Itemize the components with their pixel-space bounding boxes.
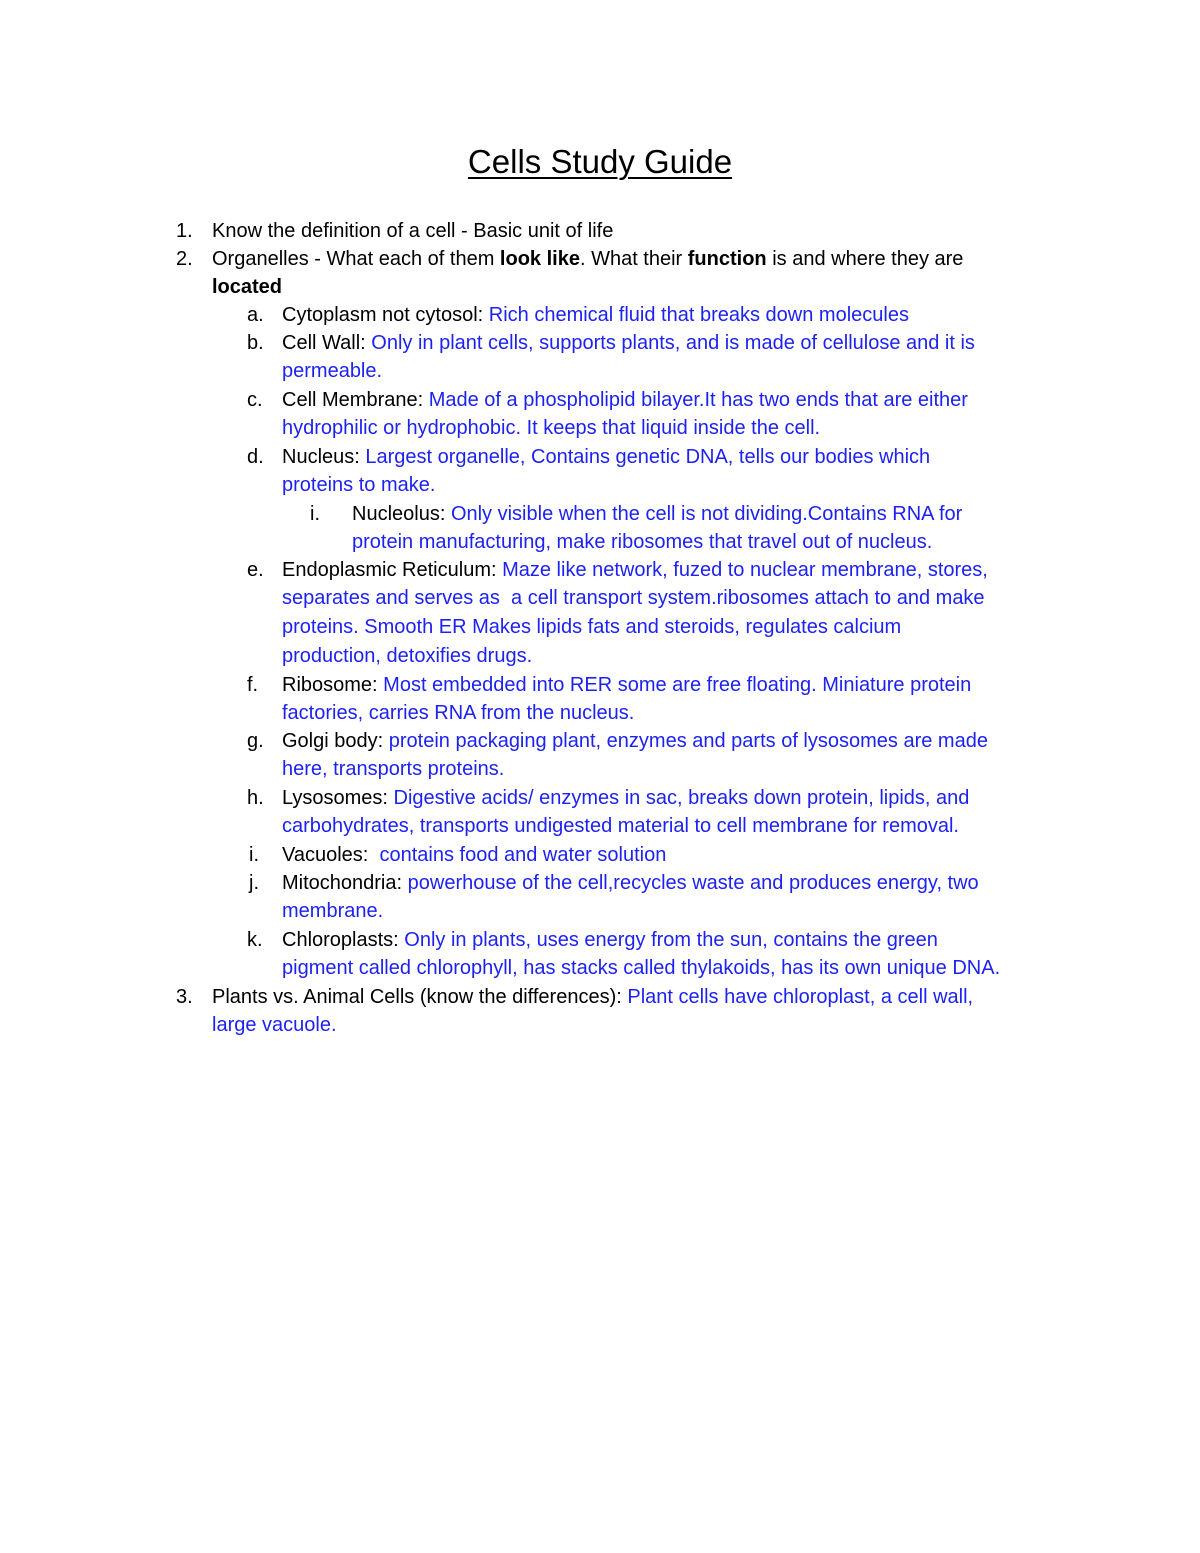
item-text: Organelles - What each of them <box>212 248 500 270</box>
bold-text: located <box>212 276 283 298</box>
subsublist-item-nucleolus <box>352 500 962 528</box>
answer-text: Only visible when the cell is not dividing.Contains RNA for <box>450 503 963 525</box>
term: Cytoplasm not cytosol: <box>282 304 489 326</box>
sublist-item-ribosome <box>282 671 971 699</box>
list-item-organelles-cont <box>212 273 282 301</box>
term: Plants vs. Animal Cells (know the differences): <box>212 986 628 1008</box>
sublist-marker: d. <box>247 446 264 468</box>
term: Golgi body: <box>282 730 389 752</box>
term: Chloroplasts: <box>282 929 405 951</box>
answer-text: production, detoxifies drugs. <box>282 645 533 667</box>
sublist-item-chloroplasts <box>282 926 938 954</box>
sublist-item-golgi-body <box>282 727 988 755</box>
sublist-marker: c. <box>247 389 263 411</box>
sublist-marker: a. <box>247 304 264 326</box>
answer-text: large vacuole. <box>212 1014 337 1036</box>
term: Cell Membrane: <box>282 389 429 411</box>
page-title: Cells Study Guide <box>467 143 733 180</box>
sublist-marker: g. <box>247 730 264 752</box>
item-text: Know the definition of a cell - Basic unit of life <box>212 220 614 242</box>
sublist-item-cell-wall <box>282 329 975 357</box>
sublist-item-mitochondria <box>282 869 979 897</box>
answer-text: here, transports proteins. <box>282 758 505 780</box>
list-marker: 3. <box>176 986 193 1008</box>
sublist-marker: f. <box>247 674 259 696</box>
bold-text: function <box>687 248 767 270</box>
list-item-organelles <box>212 245 963 273</box>
sublist-marker: b. <box>247 332 264 354</box>
term: Endoplasmic Reticulum: <box>282 559 503 581</box>
term: Vacuoles: <box>282 844 380 866</box>
sublist-item-nucleus <box>282 443 930 471</box>
answer-text: separates and serves as a cell transport system.ribosomes attach to and make <box>282 587 985 609</box>
term: Nucleus: <box>282 446 366 468</box>
answer-text: carbohydrates, transports undigested material to cell membrane for removal. <box>282 815 959 837</box>
answer-text: factories, carries RNA from the nucleus. <box>282 702 635 724</box>
list-item-cell-definition <box>212 217 613 245</box>
item-text: is and where they are <box>766 248 964 270</box>
answer-text: hydrophilic or hydrophobic. It keeps that liquid inside the cell. <box>282 417 821 439</box>
answer-text: permeable. <box>282 360 383 382</box>
answer-text: pigment called chlorophyll, has stacks called thylakoids, has its own unique DNA. <box>282 957 1001 979</box>
sublist-item-cell-membrane <box>282 386 968 414</box>
sublist-marker: i. <box>249 844 259 866</box>
sublist-marker: h. <box>247 787 264 809</box>
sublist-marker: e. <box>247 559 264 581</box>
term: Cell Wall: <box>282 332 372 354</box>
subsublist-marker: i. <box>310 503 320 525</box>
answer-text: Rich chemical fluid that breaks down molecules <box>488 304 909 326</box>
answer-text: Made of a phospholipid bilayer.It has two ends that are either <box>428 389 968 411</box>
answer-text: protein manufacturing, make ribosomes that travel out of nucleus. <box>352 531 933 553</box>
sublist-item-lysosomes <box>282 784 969 812</box>
list-item-plants-vs-animal <box>212 983 973 1011</box>
answer-text: Maze like network, fuzed to nuclear membrane, stores, <box>502 559 988 581</box>
answer-text: contains food and water solution <box>379 844 667 866</box>
answer-text: Largest organelle, Contains genetic DNA, tells our bodies which <box>365 446 931 468</box>
answer-text: powerhouse of the cell,recycles waste and produces energy, two <box>407 872 979 894</box>
answer-text: Most embedded into RER some are free floating. Miniature protein <box>383 674 972 696</box>
answer-text: protein packaging plant, enzymes and parts of lysosomes are made <box>388 730 988 752</box>
sublist-marker: j. <box>249 872 259 894</box>
sublist-item-cytoplasm <box>282 301 909 329</box>
sublist-item-vacuoles <box>282 841 666 869</box>
term: Lysosomes: <box>282 787 394 809</box>
answer-text: Only in plant cells, supports plants, and is made of cellulose and it is <box>371 332 975 354</box>
sublist-marker: k. <box>247 929 263 951</box>
bold-text: look like <box>499 248 580 270</box>
answer-text: Plant cells have chloroplast, a cell wall, <box>627 986 974 1008</box>
term: Ribosome: <box>282 674 384 696</box>
answer-text: membrane. <box>282 900 384 922</box>
list-marker: 2. <box>176 248 193 270</box>
list-marker: 1. <box>176 220 193 242</box>
answer-text: Only in plants, uses energy from the sun, contains the green <box>404 929 938 951</box>
answer-text: proteins to make. <box>282 474 436 496</box>
term: Mitochondria: <box>282 872 408 894</box>
answer-text: Digestive acids/ enzymes in sac, breaks down protein, lipids, and <box>393 787 970 809</box>
answer-text: proteins. Smooth ER Makes lipids fats and steroids, regulates calcium <box>282 616 902 638</box>
sublist-item-endoplasmic-reticulum <box>282 556 988 584</box>
term: Nucleolus: <box>352 503 451 525</box>
item-text: . What their <box>579 248 688 270</box>
